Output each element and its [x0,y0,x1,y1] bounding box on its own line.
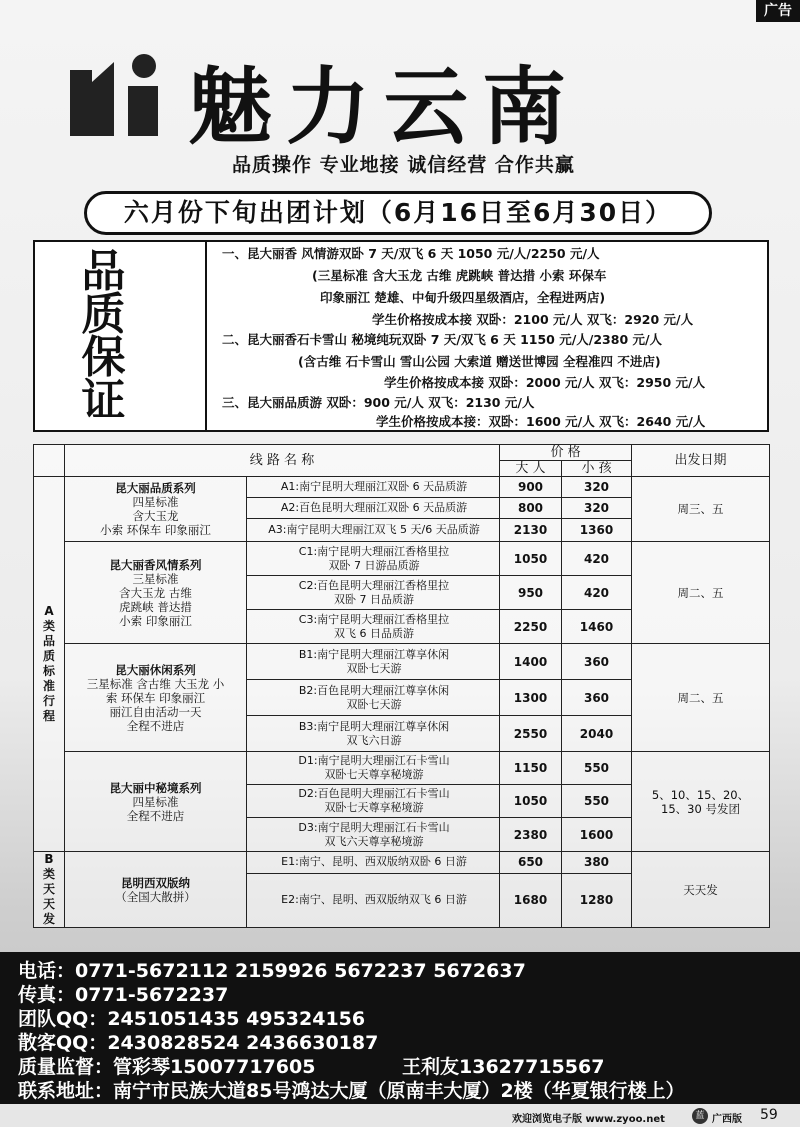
child-price: 420 [562,542,632,576]
route-cell: B3:南宁昆明大理丽江尊享休闲 双飞六日游 [247,716,500,752]
ad-tag: 广告 [756,0,800,22]
adult-price: 900 [500,477,562,498]
adult-price: 950 [500,576,562,610]
quality-divider [205,240,207,432]
category-b-label: B 类 天 天 发 [34,852,65,928]
footer [0,1104,800,1127]
series-desc: 三星标准 含古维 大玉龙 小 索 环保车 印象丽江 丽江自由活动一天 全程不进店 [86,676,225,733]
series-desc: 四星标准 含大玉龙 小索 环保车 印象丽江 [100,495,211,537]
child-price: 1280 [562,873,632,927]
retail-qq-line [18,1028,378,1055]
adult-price: 1300 [500,680,562,716]
table-row [34,477,770,498]
child-price: 420 [562,576,632,610]
series-cell [65,644,247,752]
edition-icon: 蓝 [692,1108,708,1124]
quality-line: 三、昆大丽品质游 双卧：900 元/人 双飞：2130 元/人 [222,395,535,410]
brand-logo-icon [70,52,166,136]
adult-price: 800 [500,498,562,519]
address-label: 联系地址： [18,1080,114,1102]
header-route: 线 路 名 称 [65,445,500,477]
team-qq-line [18,1004,365,1031]
header-price: 价 格 [500,445,632,461]
route-cell: C2:百色昆明大理丽江香格里拉 双卧 7 日品质游 [247,576,500,610]
route-cell: D2:百色昆明大理丽江石卡雪山 双卧七天尊享秘境游 [247,785,500,818]
phone-label: 电话： [18,960,76,982]
header-departure: 出发日期 [632,445,770,477]
departure-cell: 周二、五 [632,542,770,644]
header-child: 小 孩 [562,461,632,477]
adult-price: 650 [500,852,562,874]
child-price: 1460 [562,610,632,644]
adult-price: 1050 [500,785,562,818]
table-row [34,852,770,874]
supervision-line [18,1052,315,1079]
supervision-label: 质量监督： [18,1056,114,1078]
slogan: 品质操作 专业地接 诚信经营 合作共赢 [232,154,575,176]
adult-price: 2380 [500,818,562,852]
series-cell [65,542,247,644]
quality-lines [212,240,768,430]
child-price: 550 [562,785,632,818]
series-cell [65,477,247,542]
adult-price: 2550 [500,716,562,752]
team-qq: 2451051435 495324156 [107,1008,366,1030]
series-desc: 四星标准 全程不进店 [126,794,185,823]
series-name: 昆大丽品质系列 [115,481,196,495]
series-cell [65,852,247,928]
address: 南宁市民族大道85号鸿达大厦（原南丰大厦）2楼（华夏银行楼上） [113,1080,685,1102]
adult-price: 1400 [500,644,562,680]
fax-label: 传真： [18,984,76,1006]
quality-line: (含古维 石卡雪山 雪山公园 大索道 赠送世博园 全程准四 不进店) [298,354,661,369]
series-name: 昆大丽中秘境系列 [109,780,202,795]
route-cell: B2:百色昆明大理丽江尊享休闲 双卧七天游 [247,680,500,716]
address-line [18,1076,685,1103]
header-adult: 大 人 [500,461,562,477]
departure-cell: 周二、五 [632,644,770,752]
series-cell [65,752,247,852]
corner-cell [34,445,65,477]
quality-line: (三星标准 含大玉龙 古维 虎跳峡 普达措 小索 环保车 [312,268,607,283]
retail-qq: 2430828524 2436630187 [107,1032,379,1054]
adult-price: 1050 [500,542,562,576]
route-cell: C3:南宁昆明大理丽江香格里拉 双飞 6 日品质游 [247,610,500,644]
series-name: 昆明西双版纳 [121,875,190,890]
child-price: 550 [562,752,632,785]
route-cell: C1:南宁昆明大理丽江香格里拉 双卧 7 日游品质游 [247,542,500,576]
phone-line [18,956,526,983]
quality-line: 一、昆大丽香 风情游双卧 7 天/双飞 6 天 1050 元/人/2250 元/人 [222,246,600,261]
route-cell: D3:南宁昆明大理丽江石卡雪山 双飞六天尊享秘境游 [247,818,500,852]
child-price: 320 [562,477,632,498]
footer-site: 欢迎浏览电子版 www.zyoo.net [512,1114,665,1125]
quality-line: 学生价格按成本接 双卧：2100 元/人 双飞：2920 元/人 [372,312,694,327]
route-cell: B1:南宁昆明大理丽江尊享休闲 双卧七天游 [247,644,500,680]
phone-numbers: 0771-5672112 2159926 5672237 5672637 [75,960,526,982]
departure-cell: 天天发 [632,852,770,928]
route-cell: E2:南宁、昆明、西双版纳双飞 6 日游 [247,873,500,927]
route-cell: D1:南宁昆明大理丽江石卡雪山 双卧七天尊享秘境游 [247,752,500,785]
quality-line: 学生价格按成本接 双卧：2000 元/人 双飞：2950 元/人 [384,375,706,390]
quality-line: 学生价格按成本接：双卧：1600 元/人 双飞：2640 元/人 [376,414,706,429]
schedule-table [33,444,770,928]
team-qq-label: 团队QQ： [18,1008,108,1030]
supervisor-2: 王利友13627715567 [402,1056,605,1078]
quality-line: 二、昆大丽香石卡雪山 秘境纯玩双卧 7 天/双飞 6 天 1150 元/人/2380 元/人 [222,332,663,347]
child-price: 2040 [562,716,632,752]
child-price: 320 [562,498,632,519]
fax-number: 0771-5672237 [75,984,229,1006]
quality-line: 印象丽江 楚雄、中甸升级四星级酒店，全程进两店) [320,290,606,305]
departure-cell: 周三、五 [632,477,770,542]
route-cell: A2:百色昆明大理丽江双卧 6 天品质游 [247,498,500,519]
table-row [34,644,770,680]
child-price: 1600 [562,818,632,852]
fax-line [18,980,228,1007]
route-cell: A1:南宁昆明大理丽江双卧 6 天品质游 [247,477,500,498]
category-a-label: A 类 品 质 标 准 行 程 [34,477,65,852]
table-row [34,752,770,785]
table-row [34,542,770,576]
series-name: 昆大丽休闲系列 [115,662,196,677]
brand-title: 魅力云南 [188,58,581,156]
child-price: 380 [562,852,632,874]
child-price: 360 [562,680,632,716]
route-cell: A3:南宁昆明大理丽江双飞 5 天/6 天品质游 [247,519,500,542]
adult-price: 1150 [500,752,562,785]
series-desc: （全国大散拼） [115,889,196,904]
adult-price: 1680 [500,873,562,927]
child-price: 360 [562,644,632,680]
supervisor-1: 管彩琴15007717605 [113,1056,316,1078]
adult-price: 2130 [500,519,562,542]
plan-title: 六月份下旬出团计划（6月16日至6月30日） [84,191,712,235]
contact-panel [0,952,800,1104]
child-price: 1360 [562,519,632,542]
series-desc: 三星标准 含大玉龙 古维 虎跳峡 普达措 小索 印象丽江 [119,571,192,628]
route-cell: E1:南宁、昆明、西双版纳双卧 6 日游 [247,852,500,874]
series-name: 昆大丽香风情系列 [109,557,202,572]
footer-edition: 广西版 [712,1114,742,1125]
quality-badge: 品 质 保 证 [81,246,125,426]
adult-price: 2250 [500,610,562,644]
retail-qq-label: 散客QQ： [18,1032,108,1054]
page-number: 59 [760,1107,778,1123]
departure-cell: 5、10、15、20、 15、30 号发团 [632,752,770,852]
